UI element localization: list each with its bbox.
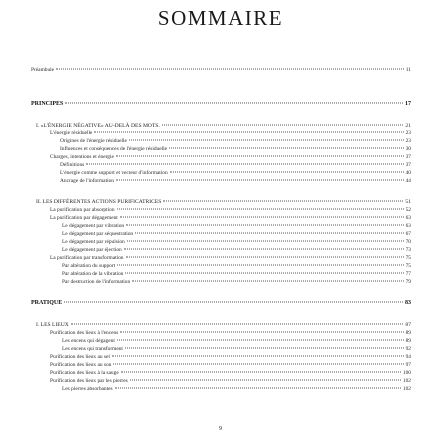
dot-leader xyxy=(115,388,401,389)
dot-leader xyxy=(121,372,401,373)
toc-entry xyxy=(50,330,411,337)
toc-entry-page: 75 xyxy=(405,255,411,261)
toc-entry-label: Purification des lieux à l'encens xyxy=(50,330,119,336)
toc-entry-label: Influences et conséquences de l'énergie résiduelle xyxy=(60,146,167,152)
page-title: SOMMAIRE xyxy=(157,6,284,30)
dot-leader xyxy=(135,233,404,234)
toc-entry xyxy=(50,354,411,361)
toc-entry xyxy=(62,247,411,254)
page-number: 9 xyxy=(219,426,222,432)
toc-entry-preambule xyxy=(31,67,411,74)
toc-entry-label: Par altération du support xyxy=(62,263,116,269)
toc-entry xyxy=(60,170,411,177)
toc-entry-label: Le dégagement par répulsion xyxy=(62,239,125,245)
toc-entry-label: Préambule xyxy=(31,67,55,73)
toc-entry xyxy=(62,239,411,246)
toc-entry-page: 75 xyxy=(405,263,411,269)
toc-entry-label: Charges, intentions et énergie xyxy=(50,154,114,160)
dot-leader xyxy=(120,217,404,218)
toc-entry-label: I. LES LIEUX xyxy=(36,322,69,328)
toc-entry-page: 37 xyxy=(405,154,411,160)
dot-leader xyxy=(117,209,404,210)
dot-leader xyxy=(132,281,403,282)
toc-entry xyxy=(60,162,411,169)
toc-entry xyxy=(60,138,411,145)
toc-entry-page: 94 xyxy=(405,354,411,360)
toc-entry-page: 67 xyxy=(405,231,411,237)
toc-entry-label: Purification des lieux par les pierres xyxy=(50,378,128,384)
toc-entry-page: 51 xyxy=(405,199,411,205)
toc-entry-label: PRINCIPES xyxy=(31,101,64,107)
toc-entry-page: 44 xyxy=(405,178,411,184)
dot-leader xyxy=(130,380,401,381)
toc-entry-label: Les pierres absorbantes xyxy=(62,386,113,392)
toc-entry-label: Les encens qui dégagent xyxy=(62,338,115,344)
dot-leader xyxy=(94,132,403,133)
toc-entry xyxy=(50,130,411,137)
toc-entry xyxy=(62,338,411,345)
toc-entry xyxy=(60,178,411,185)
dot-leader xyxy=(129,140,404,141)
toc-entry xyxy=(60,146,411,153)
toc-entry-label: La purification par absorption xyxy=(50,207,115,213)
toc-entry-page: 21 xyxy=(405,123,411,129)
toc-entry-label: L'énergie résiduelle xyxy=(50,130,93,136)
toc-entry-label: Par altération de la vibration xyxy=(62,271,124,277)
toc-entry-label: Origines de l'énergie résiduelle xyxy=(60,138,127,144)
toc-entry xyxy=(62,263,411,270)
toc-entry-page: 37 xyxy=(405,162,411,168)
dot-leader xyxy=(112,356,404,357)
toc-entry-page: 52 xyxy=(405,207,411,213)
toc-entry-label: II. LES DIFFÉRENTES ACTIONS PURIFICATRICES xyxy=(36,199,162,205)
toc-entry-page: 92 xyxy=(405,346,411,352)
toc-entry-label: Le dégagement par éjection xyxy=(62,247,122,253)
dot-leader xyxy=(125,273,403,274)
toc-entry-page: 63 xyxy=(405,215,411,221)
toc-entry xyxy=(50,362,411,369)
toc-entry-page: 100 xyxy=(402,370,411,376)
dot-leader xyxy=(71,324,404,325)
toc-entry-page: 79 xyxy=(405,279,411,285)
dot-leader xyxy=(113,364,403,365)
toc-entry-label: Purification des lieux à la sauge xyxy=(50,370,119,376)
dot-leader xyxy=(126,225,403,226)
dot-leader xyxy=(163,201,403,202)
dot-leader xyxy=(117,265,403,266)
dot-leader xyxy=(127,241,404,242)
toc-entry-page: 89 xyxy=(405,338,411,344)
toc-chapter-3 xyxy=(36,322,411,329)
toc-entry-page: 40 xyxy=(405,170,411,176)
dot-leader xyxy=(125,348,404,349)
toc-section-principes xyxy=(31,101,411,108)
toc-chapter-1 xyxy=(36,123,411,130)
toc-entry-page: 83 xyxy=(405,300,411,306)
toc-chapter-2 xyxy=(36,199,411,206)
toc-entry xyxy=(62,223,411,230)
toc-entry-page: 23 xyxy=(405,130,411,136)
dot-leader xyxy=(64,302,403,303)
dot-leader xyxy=(126,257,404,258)
dot-leader xyxy=(169,148,404,149)
toc-entry xyxy=(50,255,411,262)
dot-leader xyxy=(116,156,404,157)
toc-entry xyxy=(50,207,411,214)
toc-entry-label: Par destruction de l'information xyxy=(62,279,131,285)
toc-entry-page: 97 xyxy=(405,362,411,368)
toc-entry xyxy=(50,215,411,222)
toc-entry-page: 102 xyxy=(402,378,411,384)
toc-entry-label: Les encens qui transforment xyxy=(62,346,123,352)
toc-entry-page: 30 xyxy=(405,146,411,152)
toc-entry-label: Définitions xyxy=(60,162,85,168)
dot-leader xyxy=(116,180,404,181)
toc-entry-label: Purification des lieux au sel xyxy=(50,354,110,360)
toc-entry-page: 102 xyxy=(402,386,411,392)
toc-entry-page: 77 xyxy=(405,271,411,277)
toc-entry-label: Le dégagement par séquestration xyxy=(62,231,134,237)
toc-entry-label: La purification par dégagement xyxy=(50,215,118,221)
toc-entry-label: Le dégagement par vibration xyxy=(62,223,125,229)
dot-leader xyxy=(170,172,404,173)
toc-entry-label: Purification des lieux au son xyxy=(50,362,112,368)
toc-entry-page: 89 xyxy=(405,330,411,336)
toc-entry-page: 17 xyxy=(405,101,411,107)
dot-leader xyxy=(56,69,404,70)
toc-entry-label: PRATIQUE xyxy=(31,300,63,306)
toc-entry xyxy=(50,154,411,161)
dot-leader xyxy=(162,125,404,126)
toc-entry-page: 23 xyxy=(405,138,411,144)
toc-entry-page: 11 xyxy=(405,67,411,73)
toc-entry xyxy=(62,231,411,238)
toc-entry xyxy=(50,378,411,385)
toc-entry xyxy=(62,386,411,393)
toc-section-pratique xyxy=(31,300,411,307)
toc-entry-label: L'énergie comme support et vecteur d'information xyxy=(60,170,168,176)
toc-entry xyxy=(62,346,411,353)
toc-entry-page: 87 xyxy=(405,322,411,328)
toc-entry-page: 63 xyxy=(405,223,411,229)
dot-leader xyxy=(120,332,403,333)
toc-entry-label: I. «L'ÉNERGIE NÉGATIVE» AU-DELÀ DES MOTS. xyxy=(36,123,160,129)
toc-entry-label: Ancrage de l'information xyxy=(60,178,114,184)
toc-entry-page: 73 xyxy=(405,247,411,253)
dot-leader xyxy=(65,103,403,104)
toc-entry-label: La purification par transformation xyxy=(50,255,124,261)
dot-leader xyxy=(124,249,404,250)
toc-entry xyxy=(62,279,411,286)
toc-entry xyxy=(62,271,411,278)
dot-leader xyxy=(86,164,403,165)
dot-leader xyxy=(117,340,404,341)
toc-entry xyxy=(50,370,411,377)
toc-entry-page: 70 xyxy=(405,239,411,245)
